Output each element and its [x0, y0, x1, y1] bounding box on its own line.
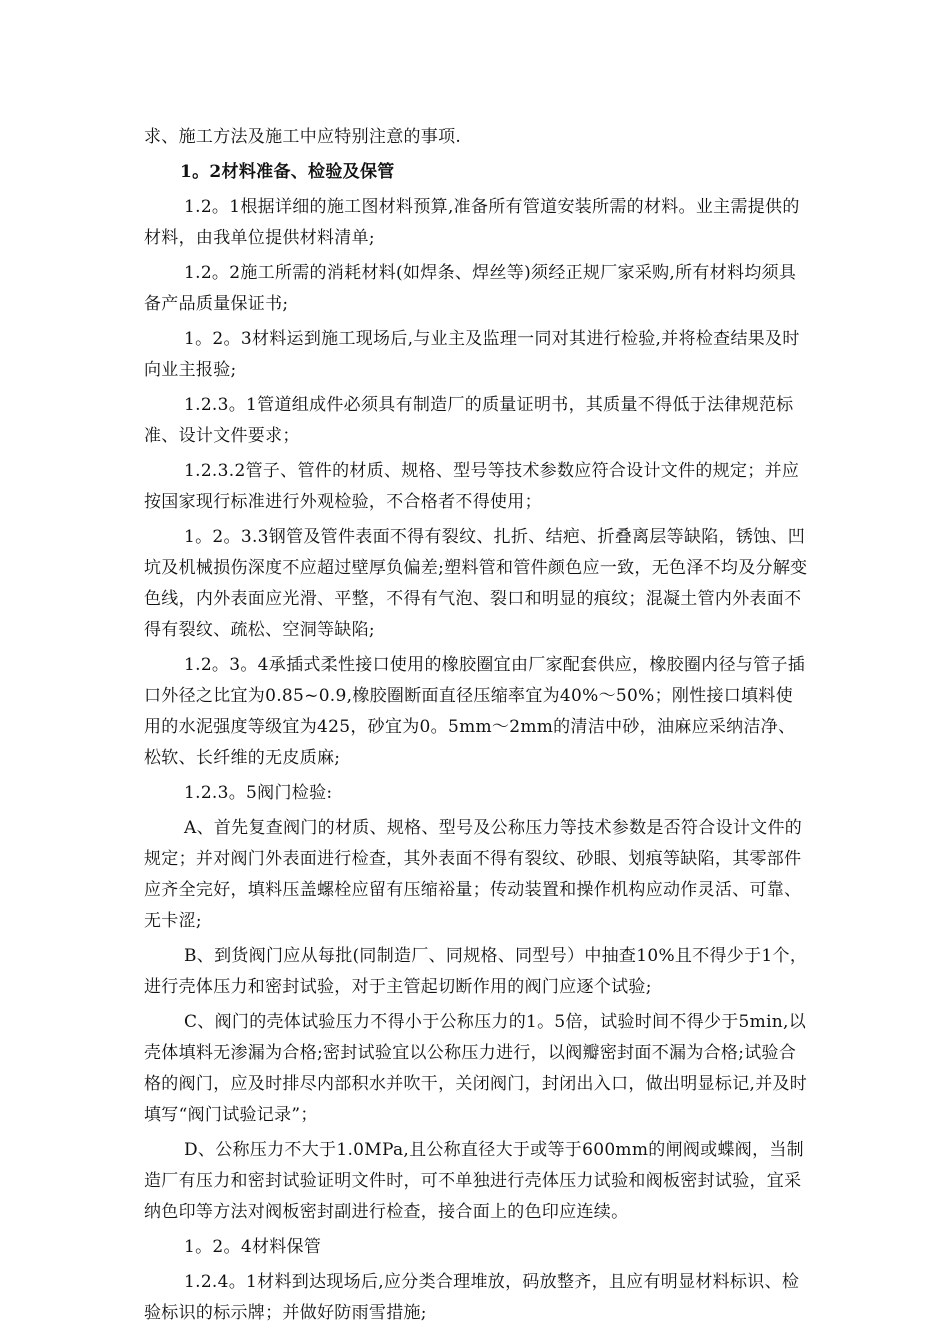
- paragraph-1-2-3-1: 1.2.3。1管道组成件必须具有制造厂的质量证明书，其质量不得低于法律规范标准、设计文件要求；: [144, 395, 794, 446]
- paragraph-1-2-3-2: 1.2.3.2管子、管件的材质、规格、型号等技术参数应符合设计文件的规定；并应按国家现行标准进行外观检验，不合格者不得使用；: [144, 461, 800, 512]
- paragraph-1-2-3-5: 1.2.3。5阀门检验:: [184, 783, 333, 803]
- document-body: [144, 122, 808, 1333]
- paragraph-1-2-4-1: 1.2.4。1材料到达现场后,应分类合理堆放，码放整齐，且应有明显材料标识、检验标识的标示牌；并做好防雨雪措施;: [144, 1272, 800, 1323]
- paragraph-1-2-2: 1.2。2施工所需的消耗材料(如焊条、焊丝等)须经正规厂家采购,所有材料均须具备产品质量保证书;: [144, 263, 797, 314]
- section-heading-1-2: 1。2材料准备、检验及保管: [180, 162, 395, 182]
- paragraph-item-c: C、阀门的壳体试验压力不得小于公称压力的1。5倍，试验时间不得少于5min,以壳体填料无渗漏为合格;密封试验宜以公称压力进行，以阀瓣密封面不漏为合格;试验合格的阀门，应及时排尽内部积水并吹干，关闭阀门，封闭出入口，做出明显标记,并及时填写“阀门试验记录”；: [144, 1012, 808, 1125]
- paragraph-item-d: D、公称压力不大于1.0MPa,且公称直径大于或等于600mm的闸阀或蝶阀，当制造厂有压力和密封试验证明文件时，可不单独进行壳体压力试验和阀板密封试验，宜采纳色印等方法对阀板密封副进行检查，接合面上的色印应连续。: [144, 1140, 804, 1222]
- paragraph-1-2-4: 1。2。4材料保管: [184, 1237, 322, 1257]
- paragraph-item-b: B、到货阀门应从每批(同制造厂、同规格、同型号）中抽查10%且不得少于1个，进行壳体压力和密封试验，对于主管起切断作用的阀门应逐个试验;: [144, 946, 808, 997]
- paragraph-continuation: 求、施工方法及施工中应特别注意的事项.: [144, 127, 462, 147]
- paragraph-item-a: A、首先复查阀门的材质、规格、型号及公称压力等技术参数是否符合设计文件的规定；并对阀门外表面进行检查，其外表面不得有裂纹、砂眼、划痕等缺陷，其零部件应齐全完好，填料压盖螺栓应留有压缩裕量；传动装置和操作机构应动作灵活、可靠、无卡涩;: [144, 818, 803, 931]
- paragraph-1-2-3-3: 1。2。3.3钢管及管件表面不得有裂纹、扎折、结疤、折叠离层等缺陷，锈蚀、凹坑及机械损伤深度不应超过壁厚负偏差;塑料管和管件颜色应一致，无色泽不均及分解变色线，内外表面应光滑、平整，不得有气泡、裂口和明显的痕纹；混凝土管内外表面不得有裂纹、疏松、空洞等缺陷;: [144, 527, 808, 640]
- paragraph-1-2-3-4: 1.2。3。4承插式柔性接口使用的橡胶圈宜由厂家配套供应，橡胶圈内径与管子插口外径之比宜为0.85~0.9,橡胶圈断面直径压缩率宜为40%～50%；刚性接口填料使用的水泥强度等级宜为425，砂宜为0。5mm～2mm的清洁中砂，油麻应采纳洁净、松软、长纤维的无皮质麻;: [144, 655, 806, 768]
- paragraph-1-2-3: 1。2。3材料运到施工现场后,与业主及监理一同对其进行检验,并将检查结果及时向业主报验;: [144, 329, 800, 380]
- paragraph-1-2-1: 1.2。1根据详细的施工图材料预算,准备所有管道安装所需的材料。业主需提供的材料，由我单位提供材料清单;: [144, 197, 800, 248]
